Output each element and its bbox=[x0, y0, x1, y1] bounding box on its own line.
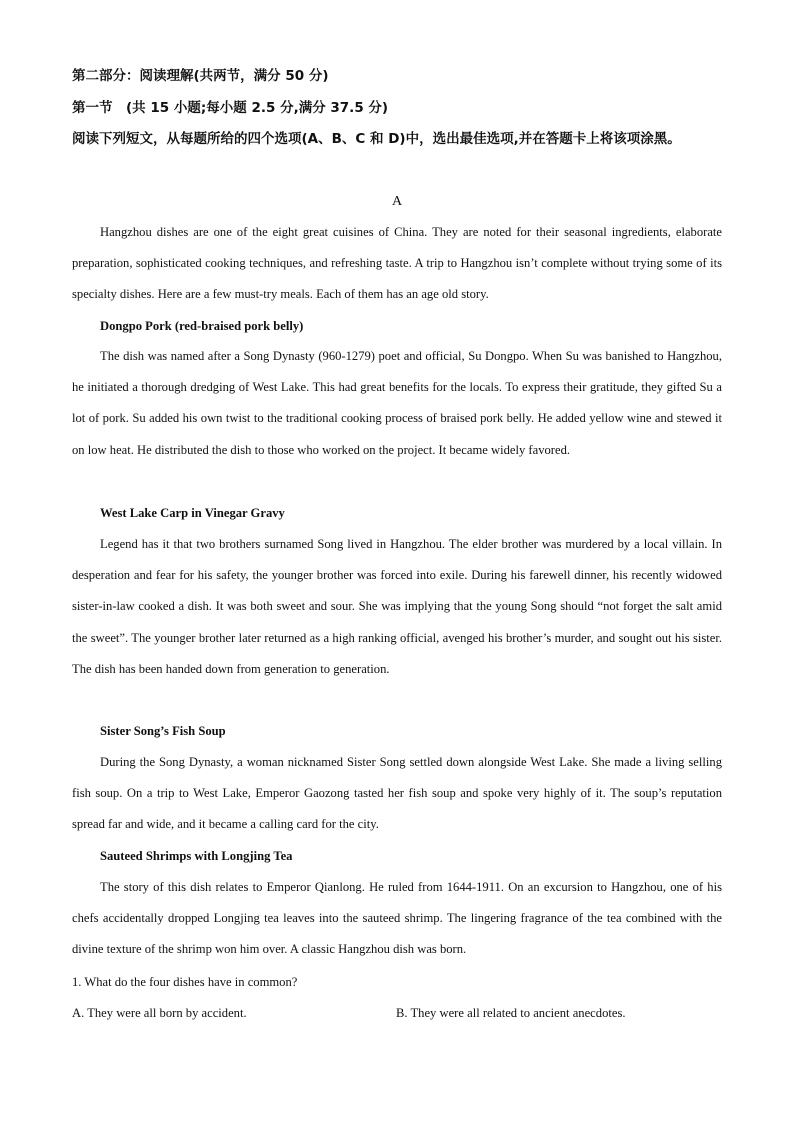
dish-text-sister-song-soup: During the Song Dynasty, a woman nicknamed Sister Song settled down alongside West Lake. She made a living selling fish soup. On a trip to West Lake, Emperor Gaozong tasted her fish soup and spoke very highly of it. The soup’s reputation spread far and wide, and it became a calling card for the city. bbox=[72, 755, 722, 832]
passage-intro: Hangzhou dishes are one of the eight great cuisines of China. They are noted for their seasonal ingredients, elaborate preparation, sophisticated cooking techniques, and refreshing taste. A trip to Hangzhou isn’t complete without trying some of its specialty dishes. Here are a few must-try meals. Each of them has an age old story. bbox=[72, 225, 722, 302]
question-stem: 1. What do the four dishes have in common? bbox=[72, 975, 298, 989]
instructions: 阅读下列短文，从每题所给的四个选项(A、B、C 和 D)中，选出最佳选项,并在答题卡上将该项涂黑。 bbox=[72, 131, 681, 147]
dish-title-dongpo-pork: Dongpo Pork (red-braised pork belly) bbox=[100, 319, 304, 333]
passage-letter: A bbox=[391, 194, 403, 209]
option-b[interactable]: B. They were all related to ancient anecdotes. bbox=[396, 1006, 626, 1020]
dish-text-dongpo-pork: The dish was named after a Song Dynasty (960-1279) poet and official, Su Dongpo. When Su was banished to Hangzhou, he initiated a thorough dredging of West Lake. This had great benefits for the locals. To express their gratitude, they gifted Su a lot of pork. Su added his own twist to the traditional cooking process of braised pork belly. He added yellow wine and stewed it on low heat. He distributed the dish to those who worked on the project. It became widely favored. bbox=[72, 349, 722, 457]
part-heading: 第二部分：阅读理解(共两节，满分 50 分) bbox=[72, 68, 329, 84]
dish-text-west-lake-carp: Legend has it that two brothers surnamed Song lived in Hangzhou. The elder brother was murdered by a local villain. In desperation and fear for his safety, the younger brother was forced into exile. During his farewell dinner, his recently widowed sister-in-law cooked a dish. It was both sweet and sour. She was implying that the young Song should “not forget the salt amid the sweet”. The younger brother later returned as a high ranking official, avenged his brother’s murder, and sought out his sister. The dish has been handed down from generation to generation. bbox=[72, 537, 722, 676]
dish-title-sister-song-soup: Sister Song’s Fish Soup bbox=[100, 724, 226, 738]
option-a[interactable]: A. They were all born by accident. bbox=[72, 1006, 247, 1020]
dish-text-longjing-shrimps: The story of this dish relates to Emperor Qianlong. He ruled from 1644-1911. On an excursion to Hangzhou, one of his chefs accidentally dropped Longjing tea leaves into the sauteed shrimp. The lingering fragrance of the tea combined with the divine texture of the shrimp won him over. A classic Hangzhou dish was born. bbox=[72, 880, 722, 957]
dish-title-west-lake-carp: West Lake Carp in Vinegar Gravy bbox=[100, 506, 285, 520]
dish-title-longjing-shrimps: Sauteed Shrimps with Longjing Tea bbox=[100, 849, 293, 863]
section-heading: 第一节 (共 15 小题;每小题 2.5 分,满分 37.5 分) bbox=[72, 100, 389, 116]
